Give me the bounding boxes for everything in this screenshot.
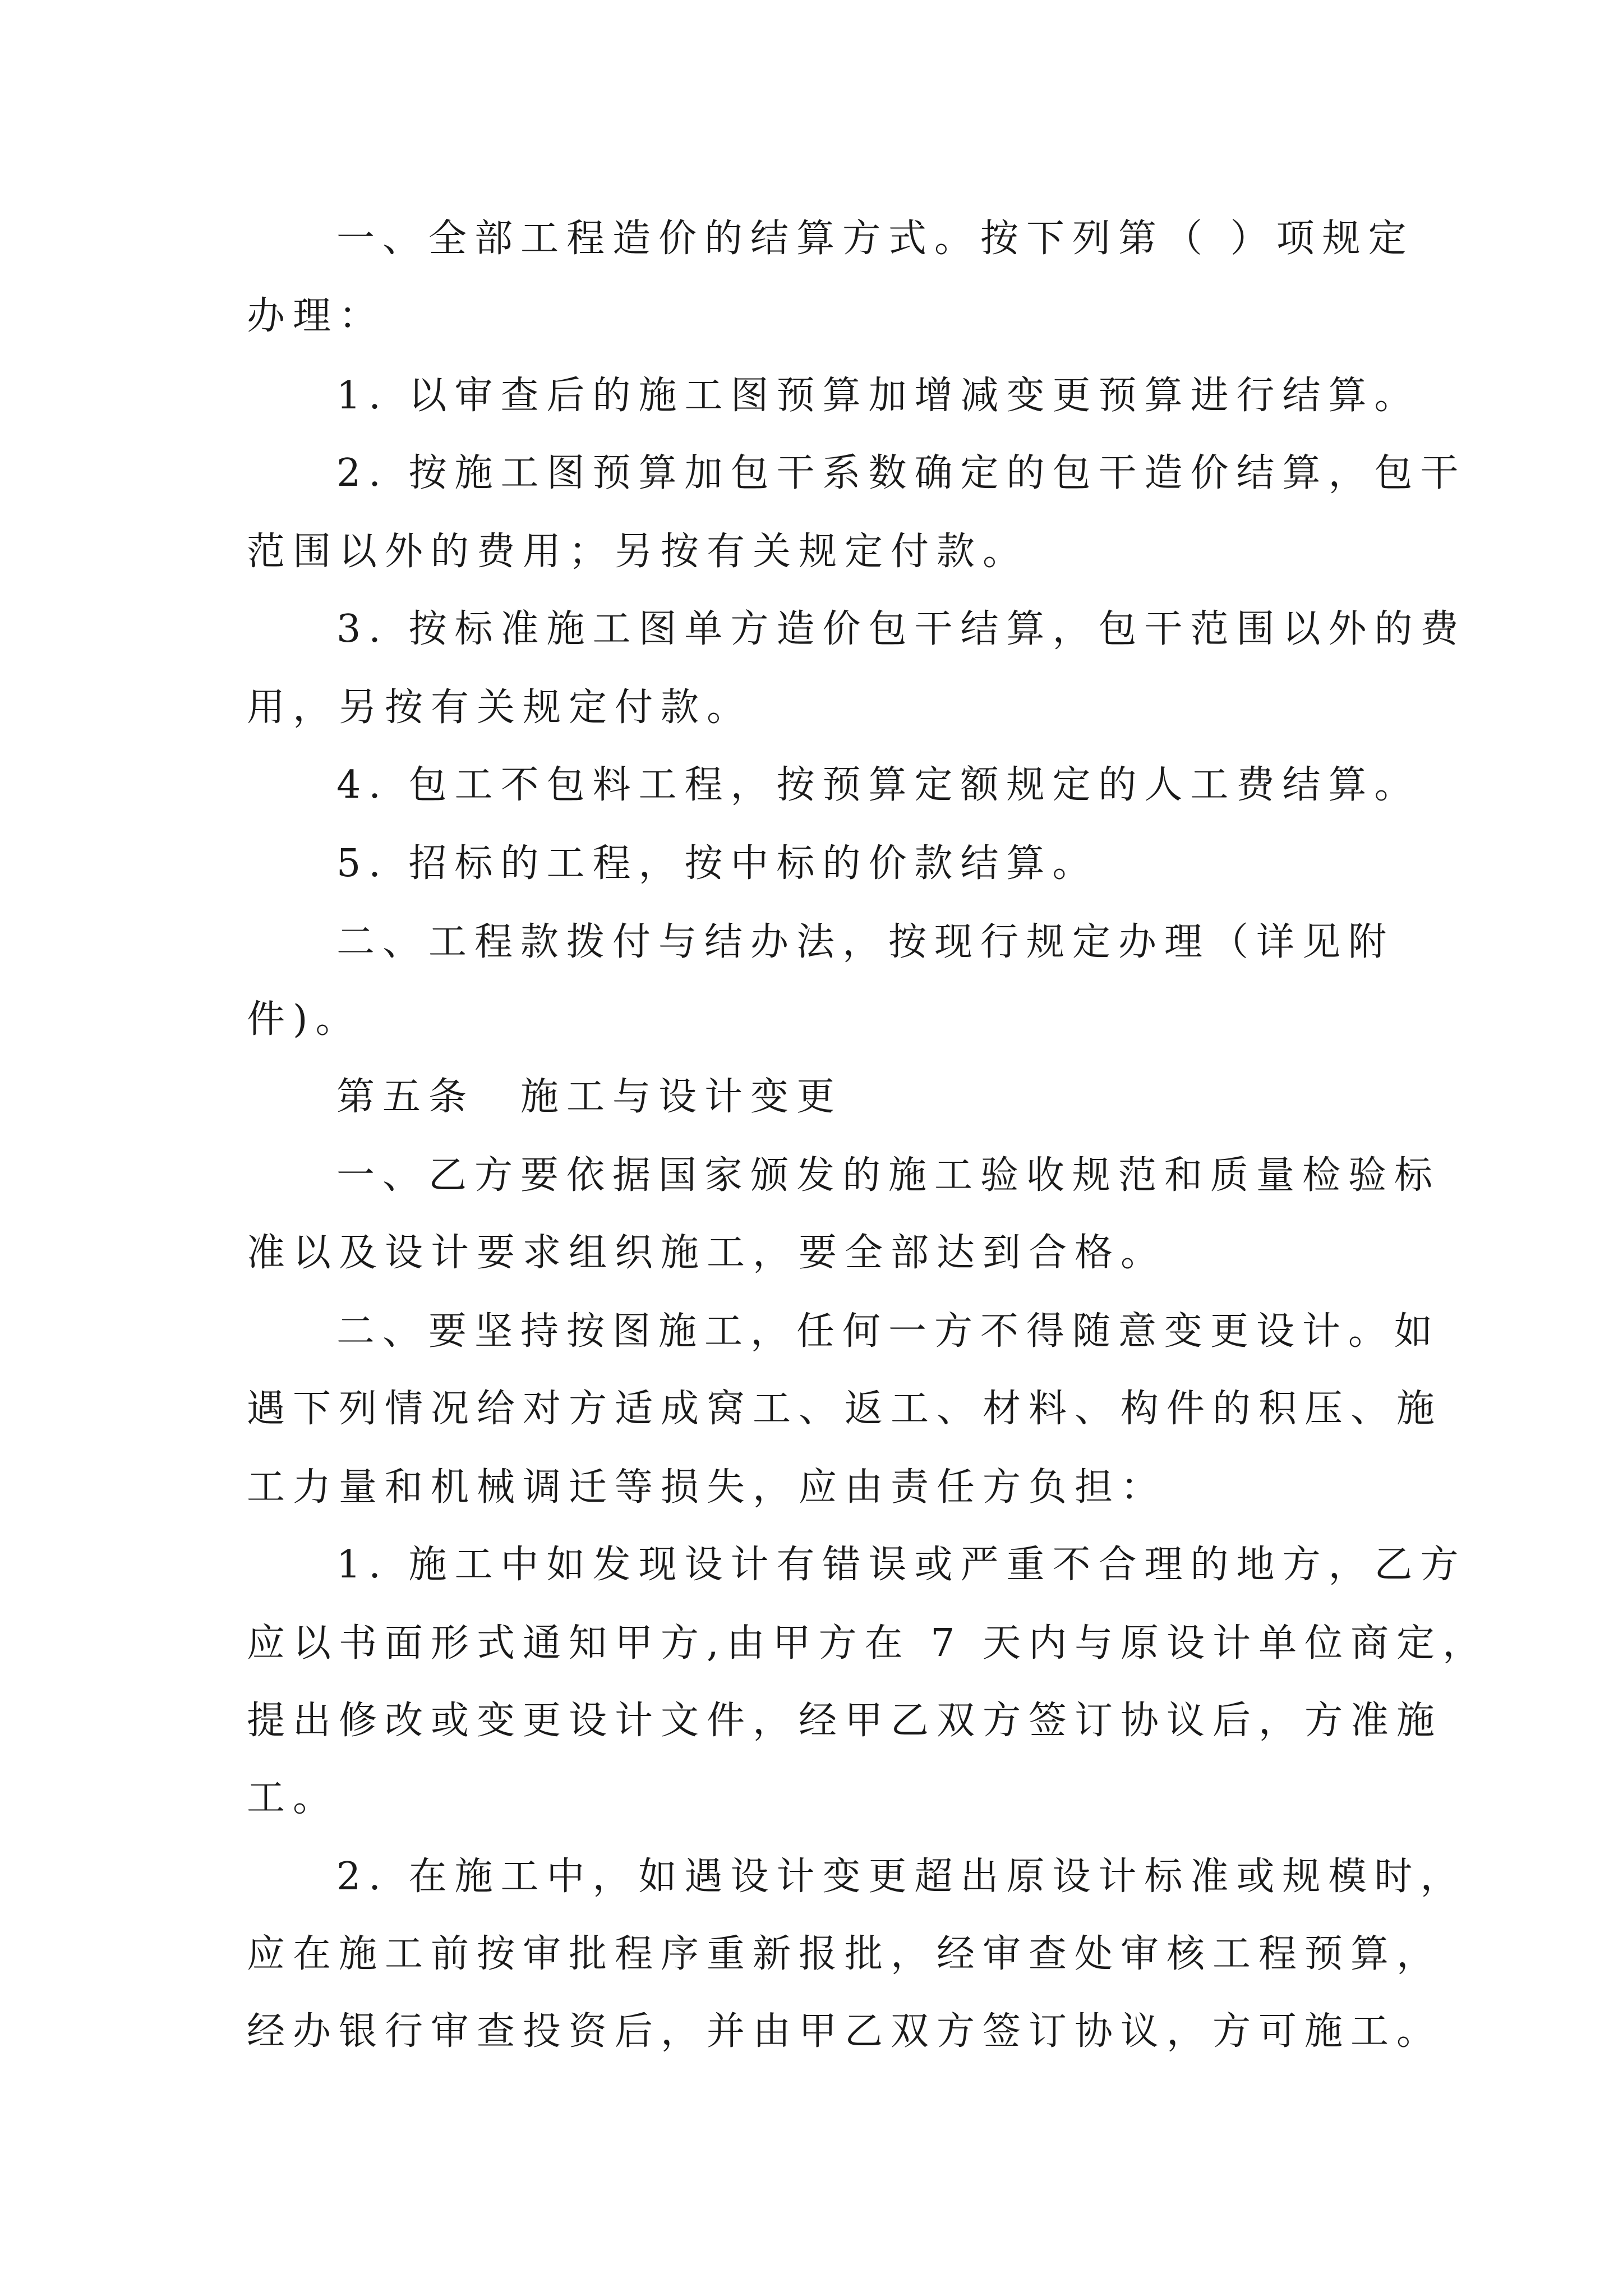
paragraph-line: 遇下列情况给对方适成窝工、返工、材料、构件的积压、施 — [247, 1387, 1443, 1431]
paragraph-line: 2. 按施工图预算加包干系数确定的包干造价结算，包干 — [336, 451, 1467, 495]
paragraph-line: 工。 — [247, 1776, 339, 1820]
paragraph-line: 1. 施工中如发现设计有错误或严重不合理的地方，乙方 — [336, 1543, 1467, 1587]
paragraph-line: 二、工程款拨付与结办法，按现行规定办理（详见附 — [336, 920, 1395, 964]
paragraph-line: 4. 包工不包料工程，按预算定额规定的人工费结算。 — [336, 763, 1421, 807]
paragraph-line: 工力量和机械调迁等损失，应由责任方负担： — [247, 1465, 1167, 1510]
paragraph-line: 经办银行审查投资后，并由甲乙双方签订协议，方可施工。 — [247, 2009, 1443, 2054]
paragraph-line: 提出修改或变更设计文件，经甲乙双方签订协议后，方准施 — [247, 1699, 1443, 1743]
paragraph-line: 一、乙方要依据国家颁发的施工验收规范和质量检验标 — [336, 1153, 1441, 1198]
paragraph-line: 应在施工前按审批程序重新报批，经审查处审核工程预算， — [247, 1932, 1443, 1976]
paragraph-line: 二、要坚持按图施工，任何一方不得随意变更设计。如 — [336, 1309, 1441, 1354]
paragraph-line: 2. 在施工中，如遇设计变更超出原设计标准或规模时， — [336, 1855, 1467, 1899]
paragraph-line: 用，另按有关规定付款。 — [247, 685, 753, 730]
paragraph-line: 件)。 — [247, 997, 362, 1042]
paragraph-line: 准以及设计要求组织施工，要全部达到合格。 — [247, 1231, 1167, 1275]
paragraph-line: 一、全部工程造价的结算方式。按下列第（ ）项规定 — [336, 217, 1414, 261]
section-heading: 第五条 施工与设计变更 — [336, 1075, 843, 1119]
paragraph-line: 范围以外的费用；另按有关规定付款。 — [247, 530, 1029, 574]
paragraph-line: 3. 按标准施工图单方造价包干结算，包干范围以外的费 — [336, 607, 1467, 651]
paragraph-line: 5. 招标的工程，按中标的价款结算。 — [336, 841, 1099, 886]
paragraph-line: 办理： — [247, 294, 385, 338]
paragraph-line: 1. 以审查后的施工图预算加增减变更预算进行结算。 — [336, 374, 1421, 418]
paragraph-line: 应以书面形式通知甲方,由甲方在 7 天内与原设计单位商定， — [247, 1621, 1489, 1665]
